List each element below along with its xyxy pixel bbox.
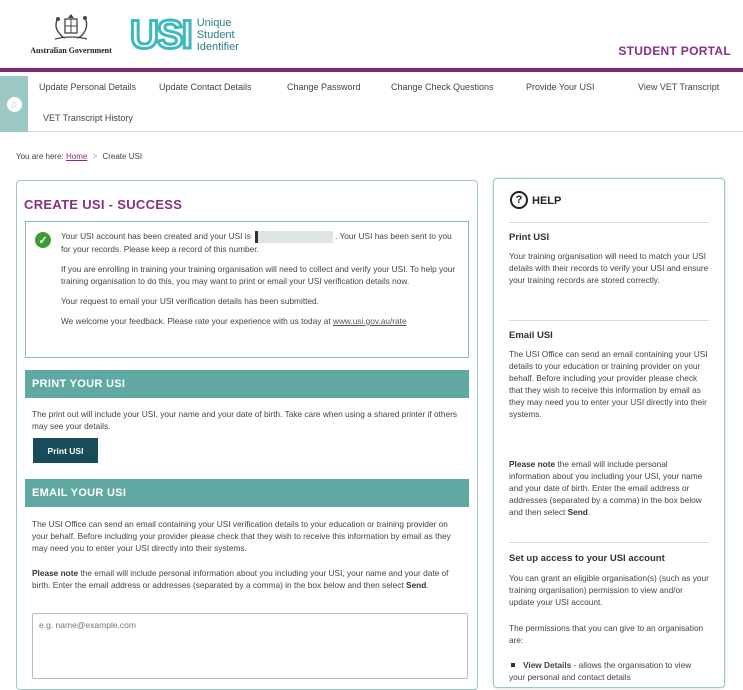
- success-p4: [61, 315, 458, 327]
- success-p2: If you are enrolling in training your training organisation will need to collect and verify your USI. To help your training organisation to do this, you may want to print or email your USI verification details now.: [61, 263, 456, 286]
- email-send-label: Send: [406, 580, 427, 590]
- help-email-note: [509, 458, 709, 518]
- breadcrumb: [16, 152, 142, 161]
- usi-logo-mark: USI: [130, 13, 191, 57]
- email-note-label: Please note: [32, 568, 79, 578]
- help-permission-list: [509, 659, 709, 683]
- email-usi-text: The USI Office can send an email containing your USI verification details to your education or training provider on your behalf. Before including your provider please check that they wish to receive this information by email as they may need you to enter your USI directly into their systems.: [32, 519, 451, 553]
- nav-vet-transcript-history[interactable]: VET Transcript History: [43, 113, 133, 123]
- help-email-usi-heading: Email USI: [509, 330, 553, 341]
- help-email-usi-text: The USI Office can send an email containing your USI details to your education or training provider on your behalf. Before including your provider please check that they wish to receive this information by email as they may need you to enter your USI directly into their systems.: [509, 349, 708, 419]
- redacted-usi-value: [255, 231, 333, 243]
- help-item-text: - allows the organisation to view your personal and contact details: [509, 660, 692, 682]
- success-p4-a: We welcome your feedback. Please rate your experience with us today at: [61, 315, 331, 326]
- bullet-icon: [511, 663, 515, 667]
- nav-update-contact-details[interactable]: Update Contact Details: [159, 82, 252, 92]
- nav-view-vet-transcript[interactable]: View VET Transcript: [638, 82, 720, 92]
- usi-logo[interactable]: [130, 14, 239, 56]
- success-p3: Your request to email your USI verification details has been submitted.: [61, 295, 319, 306]
- help-title: HELP: [532, 195, 562, 207]
- australian-government-logo[interactable]: [26, 12, 116, 58]
- nav-update-personal-details[interactable]: Update Personal Details: [39, 82, 137, 92]
- gov-label: Australian Government: [30, 46, 112, 55]
- success-p1-b: . Your USI has been sent to you for your records. Please keep a record of this number.: [61, 231, 452, 254]
- email-address-input[interactable]: [32, 613, 468, 679]
- help-divider: [509, 222, 709, 223]
- help-divider: [509, 320, 709, 321]
- success-message-box: [25, 221, 469, 358]
- usi-logo-words: [197, 17, 239, 53]
- success-check-icon: ✓: [35, 232, 51, 248]
- help-note-end: .: [587, 507, 591, 517]
- main-nav: [0, 76, 743, 132]
- help-print-usi-text: Your training organisation will need to match your USI details with their records to verify your USI and ensure your training records are stored correctly.: [509, 251, 709, 285]
- success-p1-a: Your USI account has been created and your USI is: [61, 231, 251, 241]
- nav-change-check-questions[interactable]: Change Check Questions: [391, 82, 494, 92]
- help-access-text-2: The permissions that you can give to an organisation are:: [509, 623, 704, 645]
- page-title: CREATE USI - SUCCESS: [24, 197, 183, 212]
- print-usi-button[interactable]: Print USI: [33, 438, 98, 463]
- list-item: [509, 659, 709, 683]
- help-access-heading: Set up access to your USI account: [509, 553, 665, 564]
- usi-word-student: Student: [196, 29, 235, 41]
- usi-word-unique: Unique: [196, 17, 232, 29]
- email-usi-heading: EMAIL YOUR USI: [25, 479, 469, 507]
- help-note-text: the email will include personal information about you including your USI, your name and your date of birth. Enter the email address or addresses (separated by a comma) in the box below and then select: [509, 459, 703, 517]
- help-send-label: Send: [567, 507, 588, 517]
- student-portal-label: STUDENT PORTAL: [618, 44, 731, 58]
- breadcrumb-current: Create USI: [102, 152, 143, 161]
- home-button[interactable]: [0, 76, 28, 132]
- print-usi-text: The print out will include your USI, your name and your date of birth. Take care when using a shared printer if others may see your details.: [32, 409, 458, 431]
- nav-provide-your-usi[interactable]: Provide Your USI: [526, 82, 595, 92]
- success-p1: [61, 230, 458, 255]
- email-usi-note: [32, 567, 462, 591]
- help-access-text: You can grant an eligible organisation(s) (such as your training organisation) permission to view and/or update your USI account.: [509, 573, 709, 607]
- print-usi-heading: PRINT YOUR USI: [25, 370, 469, 398]
- help-note-label: Please note: [509, 459, 556, 469]
- email-note-end: .: [426, 580, 429, 590]
- breadcrumb-home-link[interactable]: Home: [65, 152, 88, 161]
- usi-word-identifier: Identifier: [196, 41, 239, 53]
- feedback-rate-link[interactable]: www.usi.gov.au/rate: [332, 315, 407, 326]
- breadcrumb-prefix: You are here:: [16, 152, 64, 161]
- help-question-icon: ?: [510, 191, 528, 209]
- breadcrumb-separator: >: [92, 152, 98, 161]
- help-print-usi-heading: Print USI: [509, 232, 550, 243]
- help-divider: [509, 542, 709, 543]
- email-note-text: the email will include personal information about you including your USI, your name and your date of birth. Enter the email address or addresses (separated by a comma) in the box below and then select: [32, 568, 449, 590]
- nav-change-password[interactable]: Change Password: [287, 82, 361, 92]
- site-header: [0, 0, 743, 72]
- help-item-label: View Details: [523, 660, 572, 670]
- home-icon: ⌂: [7, 97, 22, 112]
- coat-of-arms-icon: [51, 12, 91, 44]
